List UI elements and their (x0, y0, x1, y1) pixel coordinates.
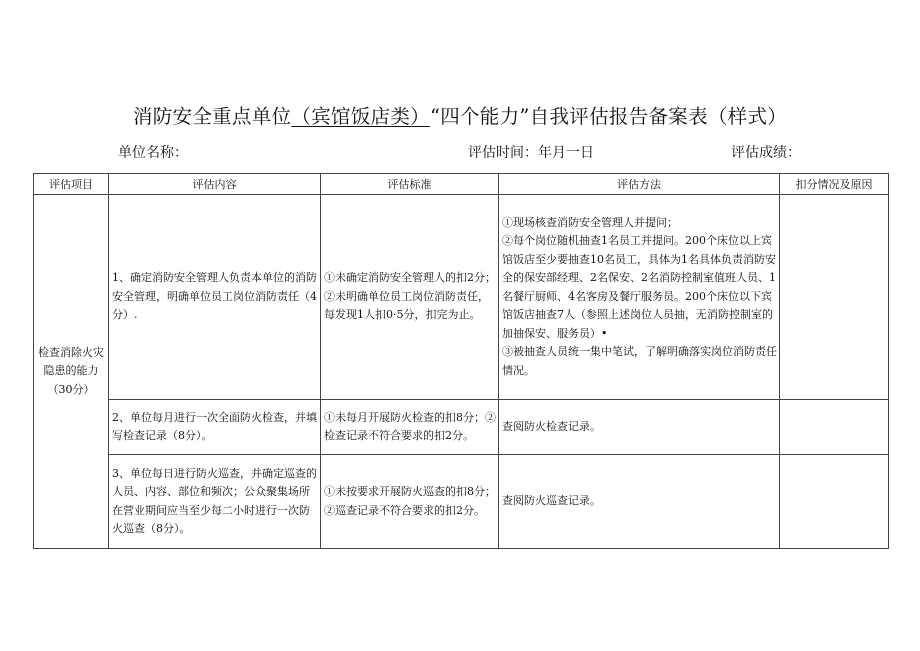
eval-result-label: 评估成绩： (731, 145, 801, 161)
title-prefix: 消防安全重点单位 (132, 105, 292, 128)
header-standard: 评估标准 (321, 174, 499, 195)
table-row (34, 400, 889, 455)
header-deduction: 扣分情况及原因 (780, 174, 889, 195)
deduction-cell[interactable] (780, 195, 889, 400)
deduction-cell[interactable] (780, 455, 889, 549)
table-row (34, 455, 889, 549)
title-category: （宾馆饭店类） (291, 105, 430, 128)
eval-time-label: 评估时间：年月一日 (468, 145, 594, 161)
content-cell: 2、单位每月进行一次全面防火检查，并填写检查记录（8分）。 (109, 400, 321, 455)
table-row (34, 195, 889, 400)
standard-cell: ①未确定消防安全管理人的扣2分；②未明确单位员工岗位消防责任，每发现1人扣0·5分，扣完为止。 (321, 195, 499, 400)
header-row (34, 174, 889, 195)
standard-cell: ①未按要求开展防火巡查的扣8分；②巡查记录不符合要求的扣2分。 (321, 455, 499, 549)
method-cell (499, 195, 780, 400)
method-cell: 查阅防火巡查记录。 (499, 455, 780, 549)
category-cell: 检查消除火灾隐患的能力（30分） (34, 195, 109, 549)
method-line: ①现场核查消防安全管理人并提问； (502, 215, 678, 229)
method-line: ③被抽查人员统一集中笔试，了解明确落实岗位消防责任情况。 (502, 345, 777, 377)
method-cell: 查阅防火检查记录。 (499, 400, 780, 455)
unit-name-label: 单位名称： (118, 145, 188, 161)
page-title (0, 101, 920, 129)
title-suffix: “四个能力”自我评估报告备案表（样式） (429, 105, 788, 128)
deduction-cell[interactable] (780, 400, 889, 455)
header-project: 评估项目 (34, 174, 109, 195)
assessment-table (33, 173, 889, 549)
header-method: 评估方法 (499, 174, 780, 195)
standard-cell: ①未每月开展防火检查的扣8分；②检查记录不符合要求的扣2分。 (321, 400, 499, 455)
header-content: 评估内容 (109, 174, 321, 195)
content-cell: 1、确定消防安全管理人负责本单位的消防安全管理，明确单位员工岗位消防责任（4分）. (109, 195, 321, 400)
method-line: ②每个岗位随机抽查1名员工并提问。200个床位以上宾馆饭店至少要抽查10名员工，具体为1名具体负责消防安全的保安部经理、2名保安、2名消防控制室值班人员、1名餐厅厨师、4名客房及餐厅服务员。200个床位以下宾馆饭店抽查7人（参照上述岗位人员抽，无消防控制室的加抽保安、服务员）• (502, 234, 776, 340)
content-cell: 3、单位每日进行防火巡查，并确定巡查的人员、内容、部位和频次；公众聚集场所在营业期间应当至少每二小时进行一次防火巡查（8分）。 (109, 455, 321, 549)
